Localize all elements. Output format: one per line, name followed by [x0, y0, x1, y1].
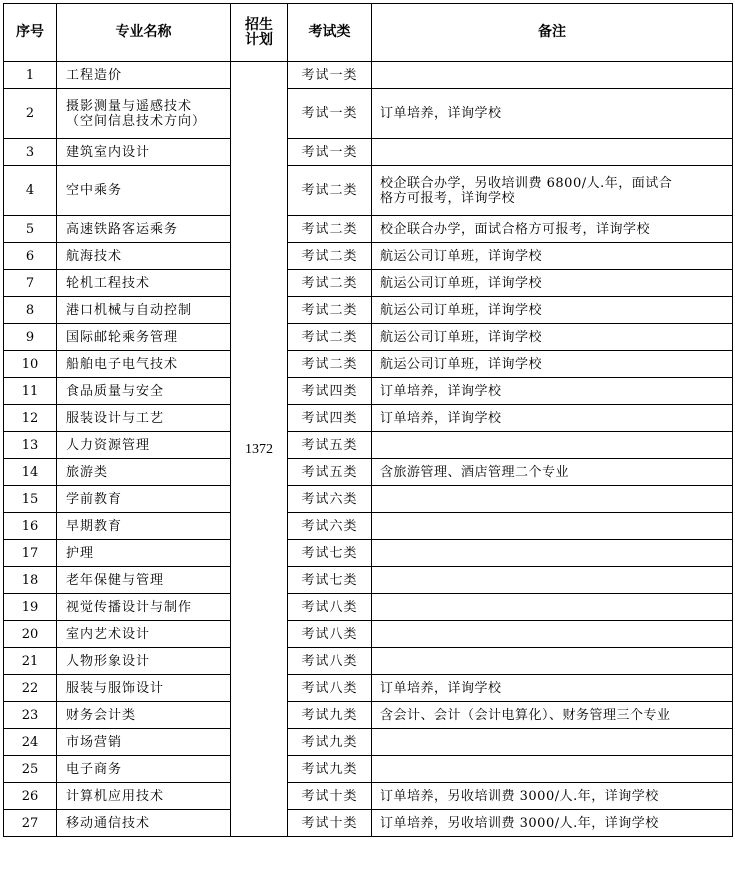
row-exam: 考试七类: [288, 540, 372, 567]
table-row: [4, 702, 733, 729]
row-major: 电子商务: [57, 756, 231, 783]
row-index: 13: [4, 432, 57, 459]
row-exam: 考试九类: [288, 729, 372, 756]
row-note: 订单培养，详询学校: [372, 405, 733, 432]
row-index: 25: [4, 756, 57, 783]
row-index: 3: [4, 139, 57, 166]
row-note: [372, 729, 733, 756]
table-row: [4, 756, 733, 783]
row-exam: 考试二类: [288, 324, 372, 351]
row-index: 22: [4, 675, 57, 702]
row-note: [372, 594, 733, 621]
row-note: [372, 567, 733, 594]
row-major: 视觉传播设计与制作: [57, 594, 231, 621]
row-exam: 考试六类: [288, 486, 372, 513]
row-major: 早期教育: [57, 513, 231, 540]
row-major: 工程造价: [57, 62, 231, 89]
header-note: 备注: [372, 4, 733, 62]
row-note: 航运公司订单班，详询学校: [372, 297, 733, 324]
row-note: [372, 648, 733, 675]
row-major: 学前教育: [57, 486, 231, 513]
table-row: [4, 405, 733, 432]
row-major: 护理: [57, 540, 231, 567]
table-row: [4, 648, 733, 675]
row-major: 食品质量与安全: [57, 378, 231, 405]
row-major: 国际邮轮乘务管理: [57, 324, 231, 351]
row-note: 校企联合办学，面试合格方可报考，详询学校: [372, 216, 733, 243]
row-note: 订单培养，详询学校: [372, 675, 733, 702]
row-index: 6: [4, 243, 57, 270]
row-index: 14: [4, 459, 57, 486]
table-row: [4, 139, 733, 166]
row-major: 室内艺术设计: [57, 621, 231, 648]
row-major: 财务会计类: [57, 702, 231, 729]
row-exam: 考试十类: [288, 783, 372, 810]
row-exam: 考试四类: [288, 405, 372, 432]
row-index: 21: [4, 648, 57, 675]
row-exam: 考试九类: [288, 702, 372, 729]
row-index: 12: [4, 405, 57, 432]
row-major: 移动通信技术: [57, 810, 231, 837]
table-row: [4, 459, 733, 486]
row-major-line2: （空间信息技术方向）: [66, 113, 207, 129]
row-major: 服装与服饰设计: [57, 675, 231, 702]
row-note-line1: 校企联合办学，另收培训费 6800/人.年，面试合: [380, 175, 673, 191]
row-note: 订单培养，详询学校: [372, 378, 733, 405]
row-index: 24: [4, 729, 57, 756]
table-row: [4, 486, 733, 513]
row-note: [372, 139, 733, 166]
header-row: [4, 4, 733, 62]
row-exam: 考试八类: [288, 594, 372, 621]
table-row: [4, 378, 733, 405]
row-index: 10: [4, 351, 57, 378]
row-major: 旅游类: [57, 459, 231, 486]
header-plan-line2: 计划: [245, 31, 273, 48]
row-note: 订单培养，另收培训费 3000/人.年，详询学校: [372, 810, 733, 837]
row-index: 17: [4, 540, 57, 567]
table-row: [4, 540, 733, 567]
row-exam: 考试二类: [288, 351, 372, 378]
row-note: 航运公司订单班，详询学校: [372, 324, 733, 351]
row-index: 19: [4, 594, 57, 621]
header-major: 专业名称: [57, 4, 231, 62]
plan-total: 1372: [231, 62, 288, 837]
table-row: [4, 216, 733, 243]
table-row: [4, 432, 733, 459]
row-major: 高速铁路客运乘务: [57, 216, 231, 243]
row-note: 航运公司订单班，详询学校: [372, 243, 733, 270]
table-row: [4, 513, 733, 540]
row-note: [372, 166, 733, 216]
row-index: 16: [4, 513, 57, 540]
row-exam: 考试四类: [288, 378, 372, 405]
row-note: [372, 513, 733, 540]
row-note: 订单培养，另收培训费 3000/人.年，详询学校: [372, 783, 733, 810]
header-plan-line1: 招生: [245, 16, 273, 33]
row-major: 船舶电子电气技术: [57, 351, 231, 378]
table-row: [4, 89, 733, 139]
table-row: [4, 243, 733, 270]
table-row: [4, 324, 733, 351]
row-exam: 考试二类: [288, 297, 372, 324]
row-major: 市场营销: [57, 729, 231, 756]
row-exam: 考试八类: [288, 675, 372, 702]
table-row: [4, 783, 733, 810]
row-major: 老年保健与管理: [57, 567, 231, 594]
table-row: [4, 166, 733, 216]
header-plan: [231, 4, 288, 62]
row-note: [372, 62, 733, 89]
row-note: 订单培养，详询学校: [372, 89, 733, 139]
row-major: 航海技术: [57, 243, 231, 270]
header-exam: 考试类: [288, 4, 372, 62]
row-major: [57, 89, 231, 139]
row-exam: 考试二类: [288, 216, 372, 243]
row-note: 含旅游管理、酒店管理二个专业: [372, 459, 733, 486]
enrollment-table: [3, 3, 733, 837]
row-index: 5: [4, 216, 57, 243]
table-row: [4, 675, 733, 702]
row-exam: 考试一类: [288, 62, 372, 89]
row-major: 人物形象设计: [57, 648, 231, 675]
row-index: 15: [4, 486, 57, 513]
row-note: [372, 540, 733, 567]
row-index: 26: [4, 783, 57, 810]
row-note: [372, 432, 733, 459]
row-note: [372, 486, 733, 513]
header-index: 序号: [4, 4, 57, 62]
row-exam: 考试二类: [288, 270, 372, 297]
row-major: 建筑室内设计: [57, 139, 231, 166]
row-note: [372, 621, 733, 648]
row-note-line2: 格方可报考，详询学校: [380, 190, 516, 206]
row-index: 1: [4, 62, 57, 89]
table-row: [4, 594, 733, 621]
row-index: 2: [4, 89, 57, 139]
table-row: [4, 729, 733, 756]
row-exam: 考试一类: [288, 89, 372, 139]
row-exam: 考试二类: [288, 243, 372, 270]
table-row: [4, 351, 733, 378]
row-note: 航运公司订单班，详询学校: [372, 270, 733, 297]
table-row: [4, 567, 733, 594]
row-index: 7: [4, 270, 57, 297]
row-exam: 考试十类: [288, 810, 372, 837]
row-index: 23: [4, 702, 57, 729]
row-major: 人力资源管理: [57, 432, 231, 459]
table-row: [4, 621, 733, 648]
row-note: [372, 756, 733, 783]
row-major: 服装设计与工艺: [57, 405, 231, 432]
row-index: 27: [4, 810, 57, 837]
row-exam: 考试八类: [288, 648, 372, 675]
table-row: [4, 297, 733, 324]
row-exam: 考试七类: [288, 567, 372, 594]
row-major: 轮机工程技术: [57, 270, 231, 297]
row-exam: 考试九类: [288, 756, 372, 783]
row-note: 含会计、会计（会计电算化）、财务管理三个专业: [372, 702, 733, 729]
row-index: 18: [4, 567, 57, 594]
row-index: 8: [4, 297, 57, 324]
row-index: 11: [4, 378, 57, 405]
row-exam: 考试一类: [288, 139, 372, 166]
row-exam: 考试五类: [288, 432, 372, 459]
row-major: 空中乘务: [57, 166, 231, 216]
row-exam: 考试五类: [288, 459, 372, 486]
row-major-line1: 摄影测量与遥感技术: [66, 98, 193, 114]
row-index: 4: [4, 166, 57, 216]
row-index: 20: [4, 621, 57, 648]
row-index: 9: [4, 324, 57, 351]
table-row: [4, 62, 733, 89]
row-exam: 考试八类: [288, 621, 372, 648]
row-major: 港口机械与自动控制: [57, 297, 231, 324]
table-row: [4, 810, 733, 837]
row-exam: 考试二类: [288, 166, 372, 216]
row-major: 计算机应用技术: [57, 783, 231, 810]
row-note: 航运公司订单班，详询学校: [372, 351, 733, 378]
table-row: [4, 270, 733, 297]
row-exam: 考试六类: [288, 513, 372, 540]
